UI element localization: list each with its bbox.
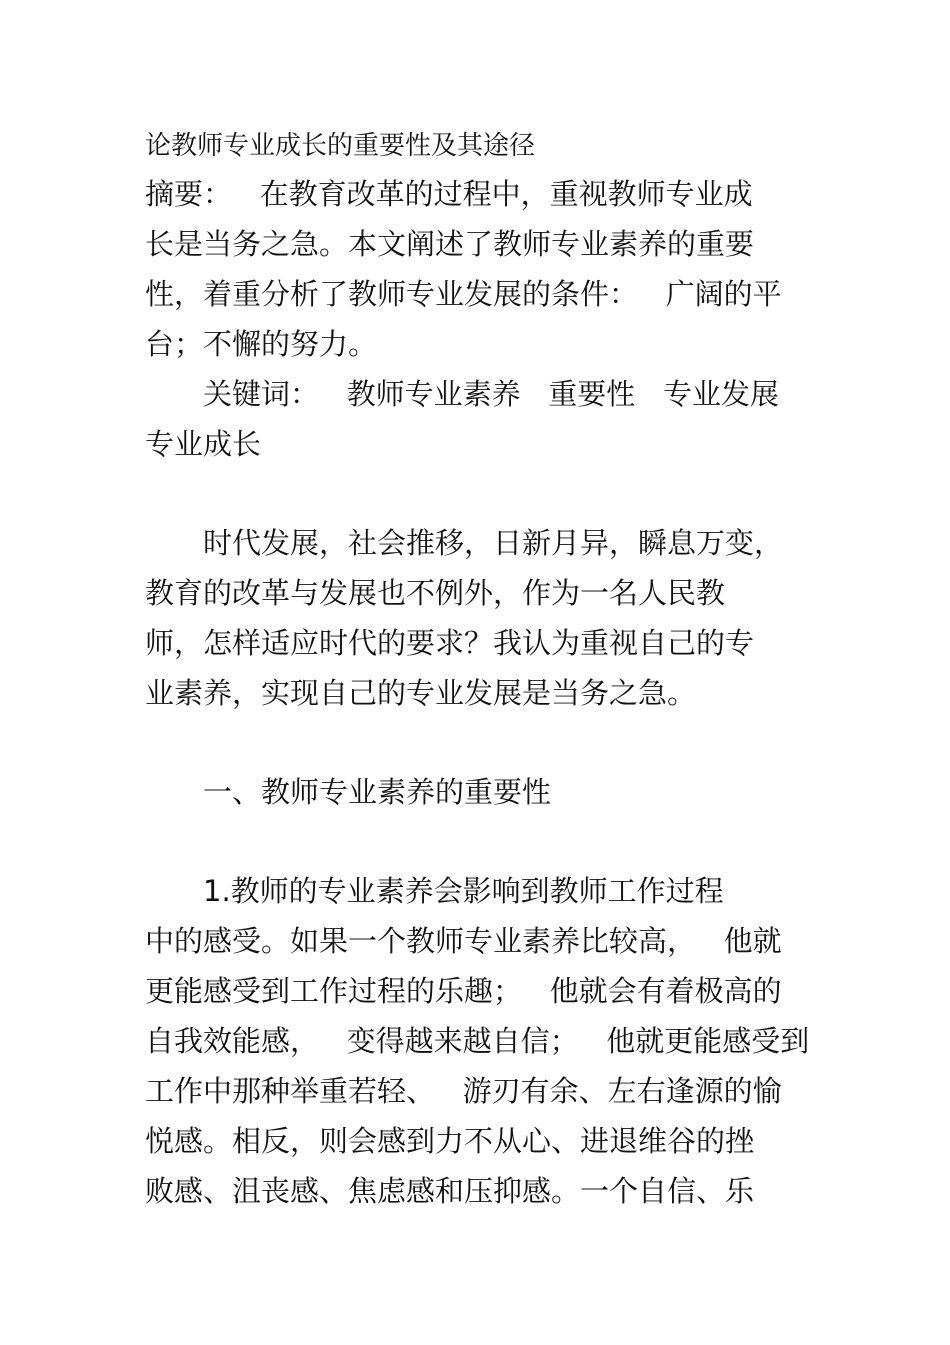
abstract-line: 台；不懈的努力。 (145, 327, 378, 361)
intro-line: 时代发展，社会推移，日新月异，瞬息万变， (145, 526, 784, 560)
intro-line: 师，怎样适应时代的要求？我认为重视自己的专 (145, 626, 755, 660)
section-paragraph-line: 悦感。相反，则会感到力不从心、进退维谷的挫 (145, 1124, 755, 1158)
section-paragraph-line: 工作中那种举重若轻、 游刃有余、左右逢源的愉 (145, 1074, 782, 1108)
keywords-line: 专业成长 (145, 427, 262, 461)
intro-line: 业素养，实现自己的专业发展是当务之急。 (145, 676, 697, 710)
section-paragraph-line: 自我效能感， 变得越来越自信； 他就更能感受到 (145, 1024, 810, 1058)
abstract-line: 性，着重分析了教师专业发展的条件： 广阔的平 (145, 277, 782, 311)
document-title: 论教师专业成长的重要性及其途径 (145, 131, 536, 161)
keywords-line: 关键词： 教师专业素养 重要性 专业发展 (145, 377, 779, 411)
section-paragraph-line: 1.教师的专业素养会影响到教师工作过程 (145, 874, 724, 908)
section-paragraph-line: 中的感受。如果一个教师专业素养比较高， 他就 (145, 924, 782, 958)
abstract-line: 长是当务之急。本文阐述了教师专业素养的重要 (145, 227, 755, 261)
section-paragraph-line: 败感、沮丧感、焦虑感和压抑感。一个自信、乐 (145, 1174, 755, 1208)
section-heading: 一、教师专业素养的重要性 (145, 775, 552, 809)
intro-line: 教育的改革与发展也不例外，作为一名人民教 (145, 576, 726, 610)
abstract-line: 摘要： 在教育改革的过程中，重视教师专业成 (145, 177, 753, 211)
section-paragraph-line: 更能感受到工作过程的乐趣； 他就会有着极高的 (145, 974, 782, 1008)
